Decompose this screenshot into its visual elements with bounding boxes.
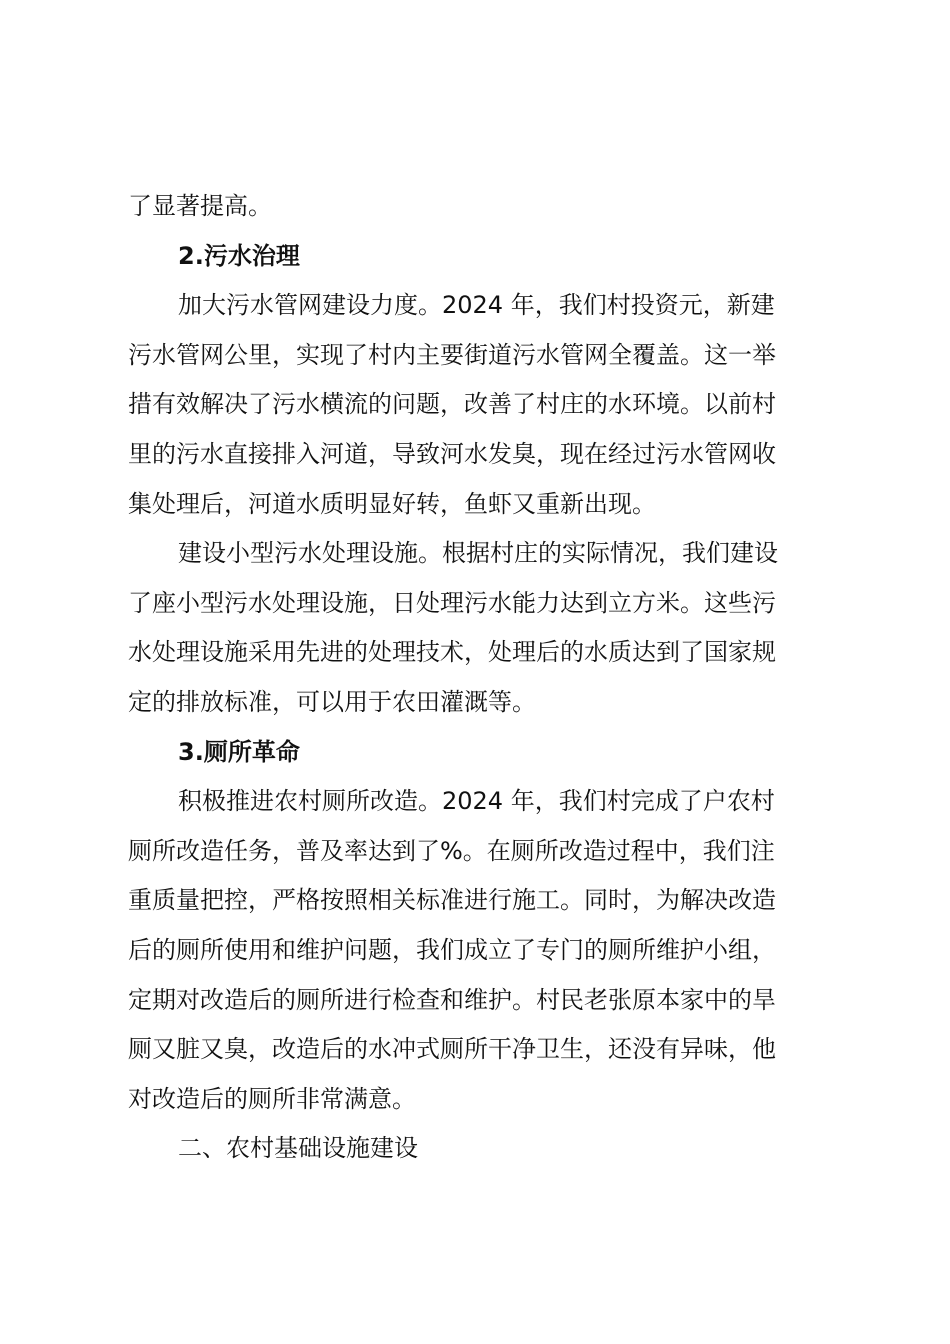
paragraph-line: 污水管网公里，实现了村内主要街道污水管网全覆盖。这一举 [128,340,776,369]
paragraph-line: 后的厕所使用和维护问题，我们成立了专门的厕所维护小组， [128,935,776,964]
paragraph-line: 加大污水管网建设力度。2024 年，我们村投资元，新建 [178,291,775,320]
paragraph-line: 定期对改造后的厕所进行检查和维护。村民老张原本家中的旱 [128,985,776,1014]
paragraph-line: 了座小型污水处理设施，日处理污水能力达到立方米。这些污 [128,588,776,617]
paragraph-line: 水处理设施采用先进的处理技术，处理后的水质达到了国家规 [128,638,776,667]
paragraph-line: 了显著提高。 [128,192,272,220]
paragraph-line: 里的污水直接排入河道，导致河水发臭，现在经过污水管网收 [128,439,776,468]
paragraph-line: 厕又脏又臭，改造后的水冲式厕所干净卫生，还没有异味，他 [128,1035,776,1064]
paragraph-line: 重质量把控，严格按照相关标准进行施工。同时，为解决改造 [128,886,776,915]
paragraph-line: 积极推进农村厕所改造。2024 年，我们村完成了户农村 [178,787,775,816]
document-body [128,182,832,1174]
paragraph-line: 建设小型污水处理设施。根据村庄的实际情况，我们建设 [178,539,778,568]
paragraph-line: 厕所改造任务，普及率达到了%。在厕所改造过程中，我们注 [128,836,775,865]
section-heading-toilet: 3.厕所革命 [178,737,300,766]
section-heading-infrastructure: 二、农村基础设施建设 [178,1134,418,1163]
paragraph-line: 措有效解决了污水横流的问题，改善了村庄的水环境。以前村 [128,390,776,419]
section-heading-sewage: 2.污水治理 [178,241,300,270]
paragraph-line: 集处理后，河道水质明显好转，鱼虾又重新出现。 [128,489,656,518]
paragraph-line: 对改造后的厕所非常满意。 [128,1084,416,1113]
paragraph-line: 定的排放标准，可以用于农田灌溉等。 [128,687,536,716]
